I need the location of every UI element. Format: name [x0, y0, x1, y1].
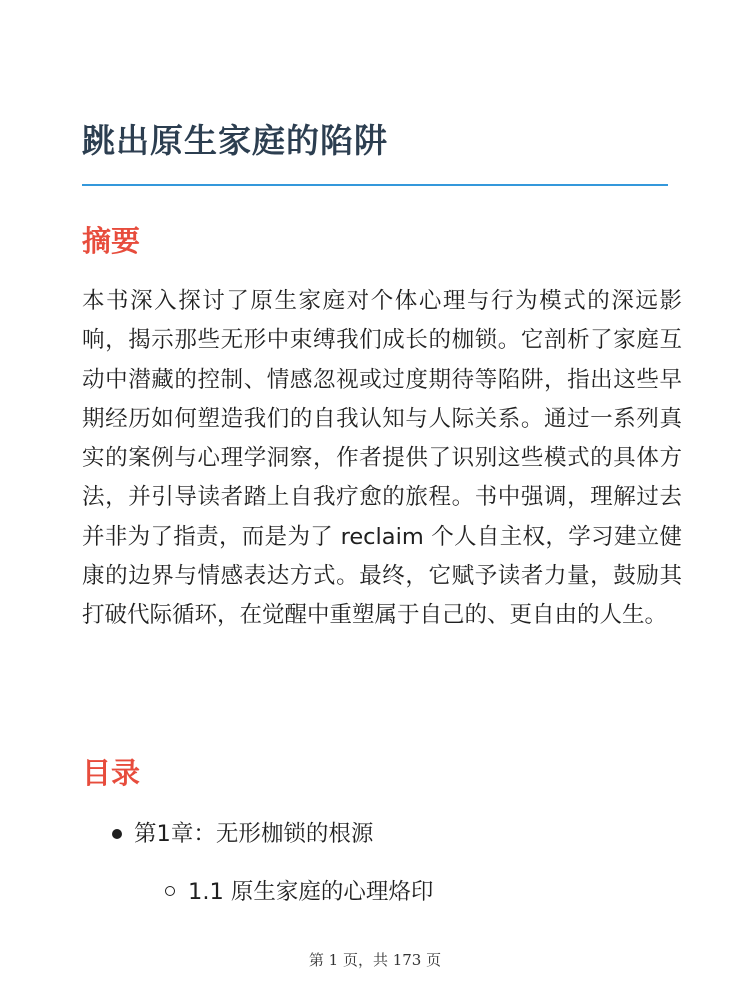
toc-item-label: 1.1 原生家庭的心理烙印: [188, 879, 434, 905]
abstract-heading: 摘要: [82, 224, 141, 258]
bullet-disc-icon: [112, 829, 122, 839]
toc-item-label: 第1章：无形枷锁的根源: [134, 821, 374, 847]
page-number-footer: 第 1 页，共 173 页: [308, 951, 442, 969]
title-divider: [82, 184, 668, 186]
document-title: 跳出原生家庭的陷阱: [82, 121, 388, 160]
toc-heading: 目录: [82, 756, 141, 790]
abstract-paragraph: 本书深入探讨了原生家庭对个体心理与行为模式的深远影响，揭示那些无形中束缚我们成长的枷锁。它剖析了家庭互动中潜藏的控制、情感忽视或过度期待等陷阱，指出这些早期经历如何塑造我们的自我认知与人际关系。通过一系列真实的案例与心理学洞察，作者提供了识别这些模式的具体方法，并引导读者踏上自我疗愈的旅程。书中强调，理解过去并非为了指责，而是为了 reclaim 个人自主权，学习建立健康的边界与情感表达方式。最终，它赋予读者力量，鼓励其打破代际循环，在觉醒中重塑属于自己的、更自由的人生。: [82, 288, 682, 629]
bullet-circle-icon: [165, 886, 175, 896]
